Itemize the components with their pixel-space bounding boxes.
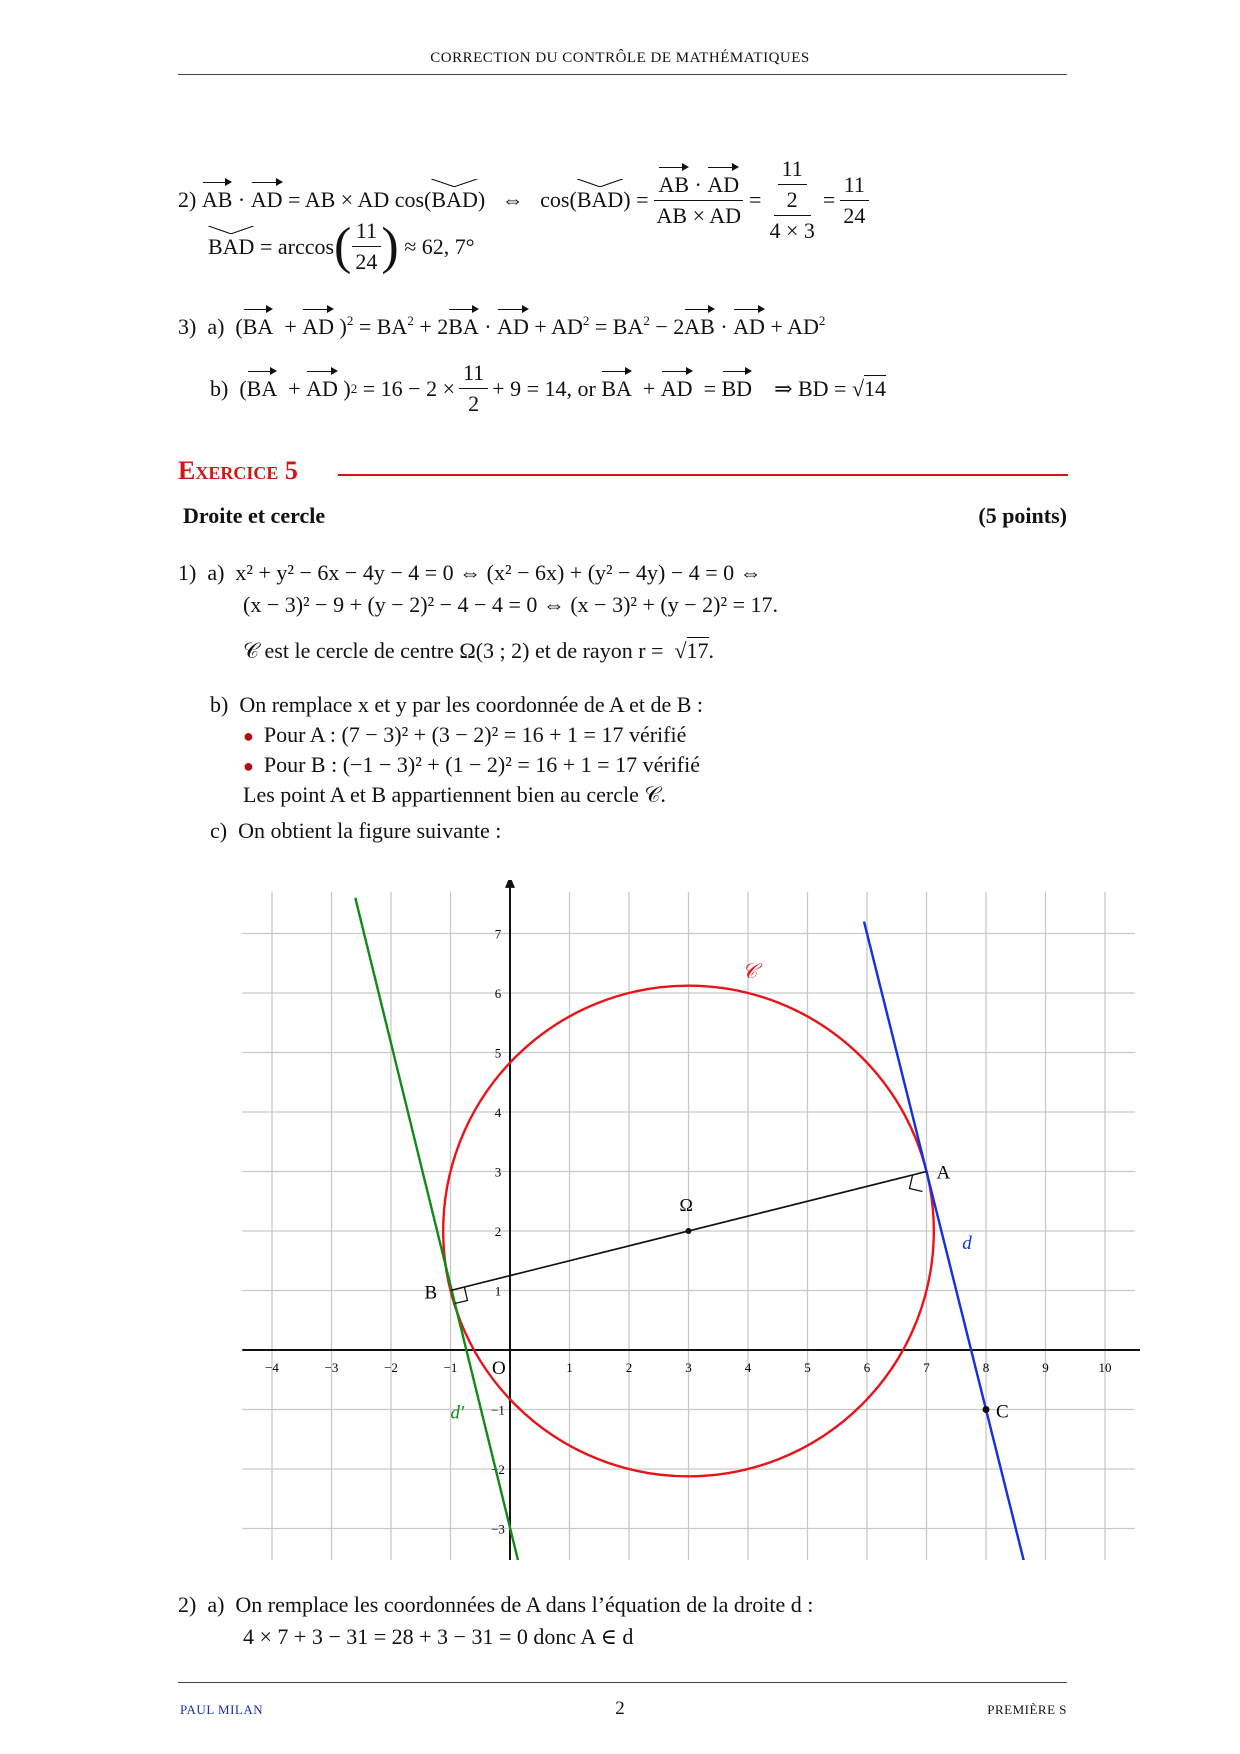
- x-tick-label: 5: [804, 1360, 811, 1375]
- q3b-implies: ⇒ BD =: [774, 375, 847, 401]
- q1c-text: On obtient la figure suivante :: [238, 818, 502, 843]
- fraction-result: [839, 172, 869, 229]
- q1c-line: [210, 818, 501, 844]
- y-tick-label: 7: [494, 926, 502, 942]
- q2b-line1: [178, 1592, 813, 1618]
- bullet-a-text: Pour A : (7 − 3)² + (3 − 2)² = 16 + 1 = 17 vérifié: [263, 722, 687, 747]
- x-tick-label: 6: [863, 1360, 871, 1375]
- q1a-label: a): [207, 560, 225, 585]
- y-tick-label: 3: [494, 1164, 502, 1180]
- point-c-label: C: [996, 1401, 1009, 1423]
- right-angle-a: [910, 1176, 923, 1192]
- sqrt-14: 14: [864, 375, 887, 401]
- angle-bad-3: BAD: [208, 233, 255, 259]
- circle-label: 𝒞: [742, 959, 758, 984]
- y-tick-label: 4: [494, 1105, 502, 1120]
- y-axis-arrow: [505, 880, 515, 888]
- x-tick-label: 1: [566, 1360, 573, 1375]
- q3a-t2: + 2: [419, 314, 449, 339]
- q2-line: 2) AB · AD = AB × AD cos( BAD ) ⇔ cos( BAD ) = $\frac{AB \cdot AD}{AB \times AD}$ = $\frac{\frac{11}{2}}{4 \times 3}$ = $\frac{11}{24}$: [178, 156, 873, 244]
- bullet-b-text: Pour B : (−1 − 3)² + (1 − 2)² = 16 + 1 = 17 vérifié: [263, 752, 700, 777]
- vector-ab-num: AB: [658, 171, 689, 197]
- x-tick-label: −4: [265, 1360, 279, 1375]
- q2b-label: 2): [178, 1592, 197, 1617]
- frac-inner-num: 11: [778, 156, 807, 185]
- q1b-label: b): [210, 692, 229, 717]
- x-tick-label: −3: [324, 1360, 339, 1375]
- res-den: 24: [843, 202, 866, 228]
- x-tick-label: 9: [1042, 1360, 1049, 1375]
- point-b-label: B: [424, 1282, 438, 1304]
- q2b-line2: 4 × 7 + 3 − 31 = 28 + 3 − 31 = 0 donc A ∈ d: [243, 1624, 634, 1649]
- x-tick-label: 7: [923, 1360, 930, 1375]
- vector-bd: BD: [721, 375, 753, 401]
- coordinate-figure: [240, 880, 1140, 1560]
- q3b-tail: + 9 = 14, or: [492, 375, 596, 401]
- q1a-line3: 𝒞 est le cercle de centre Ω(3 ; 2) et de rayon r = √17.: [243, 638, 715, 663]
- vector-ad-num: AD: [707, 171, 740, 197]
- iff-symbol: ⇔: [501, 187, 524, 212]
- res-num: 11: [840, 172, 869, 201]
- q1b-text: On remplace x et y par les coordonnée de A et de B :: [239, 692, 704, 717]
- q3a-t4: = BA: [594, 314, 644, 339]
- y-tick-label: 2: [494, 1224, 502, 1239]
- arccos-label: = arccos: [259, 233, 335, 259]
- x-tick-label: 4: [744, 1360, 752, 1375]
- q3a-line: 3) a) (BA + AD )$^2 = BA^2 + 2BA$ · AD + $AD^2 = BA^2 - 2AB$ · AD + $AD^2$: [178, 313, 826, 339]
- line-d-prime-label: d′: [450, 1402, 465, 1424]
- x-tick-label: −2: [384, 1360, 398, 1375]
- frac-inner-den: 2: [786, 187, 798, 212]
- q3a-t1: = BA: [358, 314, 408, 339]
- footer-class: PREMIÈRE S: [987, 1702, 1067, 1717]
- q1b-line1: [210, 692, 703, 718]
- y-tick-label: −2: [491, 1462, 505, 1477]
- angle-bad-2: BAD: [576, 187, 624, 212]
- q3a-t6: + AD: [770, 314, 819, 339]
- x-tick-label: −1: [443, 1360, 458, 1375]
- sqrt-17: 17: [686, 638, 709, 663]
- fraction-compound: [765, 156, 818, 244]
- q3b-label: b): [210, 375, 229, 401]
- q3a-t5: − 2: [655, 314, 685, 339]
- fraction-den-1: AB × AD: [656, 202, 742, 228]
- y-tick-label: −3: [491, 1521, 505, 1537]
- q3b-num: 11: [459, 360, 488, 389]
- point-c-dot: [983, 1406, 990, 1413]
- q3-label: 3): [178, 314, 197, 339]
- origin-label: O: [492, 1358, 506, 1379]
- q1b-bullet1: ● Pour A : (7 − 3)² + (3 − 2)² = 16 + 1 = 17 vérifié: [243, 722, 687, 747]
- y-tick-label: 1: [494, 1283, 502, 1299]
- vector-ad: AD: [250, 187, 283, 212]
- q2-eq1: = AB × AD cos(: [288, 187, 432, 212]
- q1a-line1: [178, 560, 762, 586]
- q3b-eq: = 16 − 2 ×: [362, 375, 455, 401]
- q1-label: 1): [178, 560, 197, 585]
- y-tick-label: −1: [491, 1402, 505, 1418]
- page-number: 2: [615, 1698, 625, 1719]
- grid: [242, 892, 1135, 1560]
- x-tick-label: 3: [685, 1360, 692, 1375]
- vector-ab: AB: [201, 187, 233, 212]
- point-a-label: A: [936, 1162, 951, 1184]
- circle-desc: 𝒞 est le cercle de centre Ω(3 ; 2) et de rayon r =: [243, 638, 664, 663]
- exercise-rule: [338, 474, 1068, 476]
- q3a-label: a): [207, 314, 225, 339]
- x-tick-label: 10: [1098, 1360, 1112, 1375]
- q2-label: 2): [178, 187, 197, 212]
- y-tick-label: 5: [494, 1045, 502, 1061]
- point-omega-label: Ω: [679, 1195, 693, 1215]
- approx-value: ≈ 62, 7°: [404, 233, 475, 259]
- angle-bad: BAD: [431, 187, 478, 212]
- footer-rule: [178, 1682, 1067, 1683]
- q1b-conclusion: Les point A et B appartiennent bien au cercle 𝒞.: [243, 782, 666, 807]
- exercise-points: (5 points): [978, 503, 1067, 528]
- q3b-line: b) ( BA + AD ) 2 = 16 − 2 × $\frac{11}{2}$ + 9 = 14, or BA + AD = BD ⇒ BD = √14: [210, 360, 887, 416]
- q1b-bullet2: ● Pour B : (−1 − 3)² + (1 − 2)² = 16 + 1 = 17 vérifié: [243, 752, 700, 777]
- q3b-den: 2: [468, 391, 480, 416]
- exercise-subtitle: Droite et cercle: [183, 503, 326, 528]
- x-tick-label: 2: [625, 1360, 633, 1375]
- exercise-title: Exercice 5: [178, 456, 298, 485]
- header-rule: [178, 74, 1067, 75]
- fraction-scalar: $\frac{AB \cdot AD}{AB \times AD}$: [653, 172, 746, 229]
- page-header: CORRECTION DU CONTRÔLE DE MATHÉMATIQUES: [430, 50, 810, 66]
- point-omega-dot: [686, 1228, 692, 1234]
- cos-close: ) =: [623, 187, 649, 212]
- q2-eq1-end: ): [477, 187, 486, 212]
- x-tick-label: 8: [982, 1360, 990, 1375]
- q1c-label: c): [210, 818, 228, 843]
- q2b-text1: On remplace les coordonnées de A dans l’équation de la droite d :: [235, 1592, 814, 1617]
- q3a-t3: + AD: [534, 314, 583, 339]
- cos-open: cos(: [540, 187, 577, 212]
- arccos-den: 24: [355, 249, 378, 274]
- arccos-line: BAD = arccos ( $\frac{11}{24}$ ) ≈ 62, 7°: [208, 217, 475, 275]
- fraction-den-2: 4 × 3: [769, 218, 815, 243]
- line-d-label: d: [962, 1232, 972, 1254]
- q1a-eq1: x² + y² − 6x − 4y − 4 = 0 ⇔ (x² − 6x) + (y² − 4y) − 4 = 0 ⇔: [235, 560, 762, 585]
- arccos-num: 11: [352, 218, 381, 247]
- line-d: [864, 922, 1028, 1560]
- footer-author: PAUL MILAN: [180, 1702, 264, 1717]
- q1a-line2: (x − 3)² − 9 + (y − 2)² − 4 − 4 = 0 ⇔ (x − 3)² + (y − 2)² = 17.: [243, 592, 778, 617]
- y-tick-label: 6: [494, 986, 502, 1001]
- q2b-a-label: a): [207, 1592, 225, 1617]
